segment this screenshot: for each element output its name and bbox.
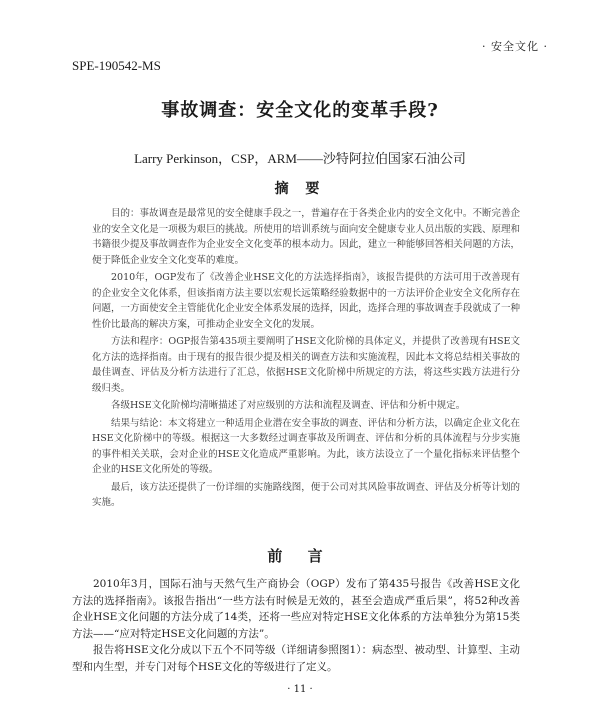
author-line: Larry Perkinson，CSP，ARM——沙特阿拉伯国家石油公司	[134, 151, 466, 166]
introduction-body	[72, 576, 520, 675]
abstract-body	[92, 206, 520, 513]
abstract-paragraph: 2010年，OGP发布了《改善企业HSE文化的方法选择指南》，该报告提供的方法可用于改善现有的企业安全文化体系，但该指南方法主要以宏观长远策略经验数据中的一方法评价企业安全文化所存在问题，一方面使安全主管能优化企业安全体系发展的选择，因此，选择合理的事故调查手段就成了一种性价比最高的解决方案，可推动企业安全文化的发展。	[92, 272, 520, 330]
journal-section-tag: · 安全文化 ·	[482, 40, 548, 53]
abstract-paragraph: 最后，该方法还提供了一份详细的实施路线图，便于公司对其风险事故调查、评估及分析等计划的实施。	[92, 481, 520, 508]
abstract-paragraph: 结果与结论：本文将建立一种适用企业潜在安全事故的调查、评估和分析方法，以确定企业文化在HSE文化阶梯中的等级。根据这一大多数经过调查事故及所调查、评估和分析的具体流程与分步实施的事件相关关联，会对企业的HSE文化造成严重影响。为此，该方法设立了一个量化指标来评估整个企业的HSE文化所处的等级。	[92, 417, 520, 475]
paper-title: 事故调查：安全文化的变革手段?	[161, 100, 439, 121]
abstract-paragraph: 各级HSE文化阶梯均清晰描述了对应级别的方法和流程及调查、评估和分析中规定。	[111, 400, 466, 411]
abstract-paragraph: 目的：事故调查是最常见的安全健康手段之一，普遍存在于各类企业内的安全文化中。不断完善企业的安全文化是一项极为艰巨的挑战。所使用的培训系统与面向安全健康专业人员出版的实践、原理和书籍很少提及事故调查作为企业安全文化变革的根本动力。因此，建立一种能够回答相关问题的方法，便于降低企业安全文化变革的难度。	[92, 208, 520, 266]
abstract-paragraph: 方法和程序：OGP报告第435项主要阐明了HSE文化阶梯的具体定义，并提供了改善现有HSE文化方法的选择指南。由于现有的报告很少提及相关的调查方法和实施流程，因此本文将总结相关事故的最佳调查、评估及分析方法进行了汇总，依据HSE文化阶梯中所规定的方法，将这些实践方法进行分级归类。	[92, 336, 520, 394]
paper-id: SPE-190542-MS	[72, 58, 161, 73]
page-number: · 11 ·	[287, 684, 313, 695]
body-paragraph: 报告将HSE文化分成以下五个不同等级（详细请参照图1）：病态型、被动型、计算型、主动型和内生型，并专门对每个HSE文化的等级进行了定义。	[72, 644, 520, 673]
body-paragraph: 2010年3月，国际石油与天然气生产商协会（OGP）发布了第435号报告《改善HSE文化方法的选择指南》。该报告指出“一些方法有时候是无效的，甚至会造成严重后果”，将52种改善企业HSE文化问题的方法分成了14类，还将一些应对特定HSE文化体系的方法单独分为第15类方法——“应对特定HSE文化问题的方法”。	[72, 578, 520, 640]
section-heading-introduction: 前 言	[267, 547, 333, 565]
abstract-heading: 摘 要	[274, 181, 326, 197]
